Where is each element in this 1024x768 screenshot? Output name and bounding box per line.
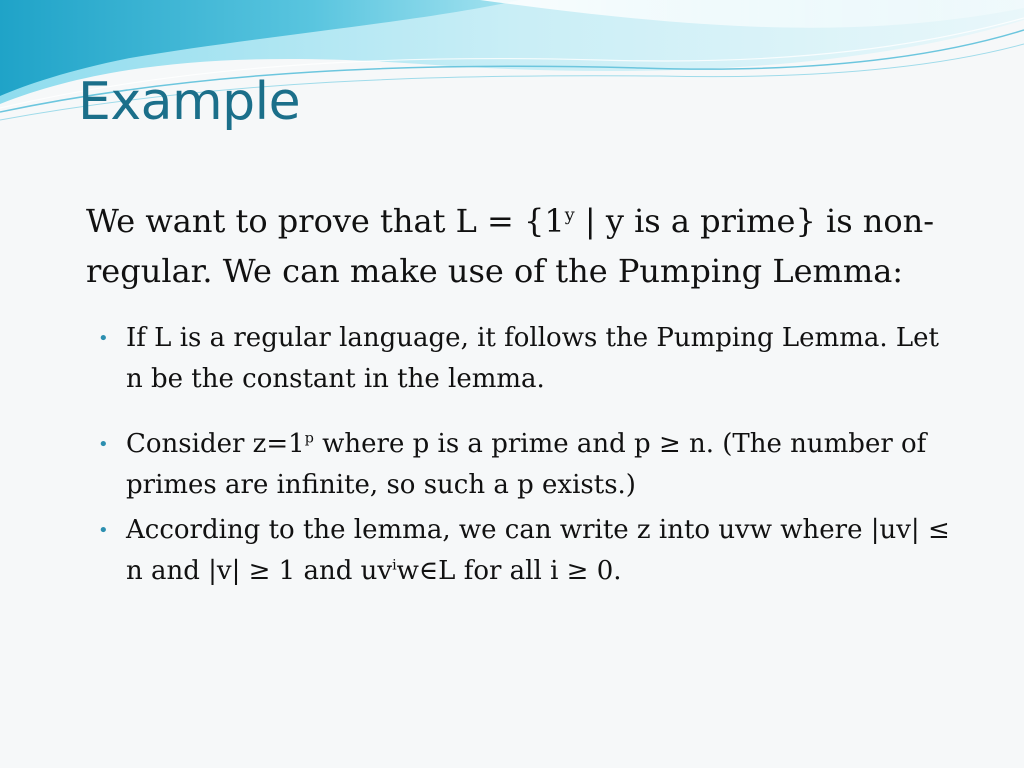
intro-paragraph (86, 196, 966, 296)
bullet-list (98, 318, 958, 592)
slide-title: Example (78, 72, 301, 132)
bullet-2-pre: Consider z=1 (126, 429, 305, 459)
intro-superscript: y (564, 205, 575, 226)
bullet-3-superscript: i (392, 557, 397, 574)
bullet-2-superscript: p (304, 430, 314, 447)
bullet-icon: • (98, 328, 109, 349)
bullet-item-2 (98, 424, 958, 506)
bullet-3-pre: According to the lemma, we can write z into uvw where |uv| ≤ n and |v| ≥ 1 and uv (126, 515, 950, 586)
bullet-text-2 (126, 429, 926, 500)
intro-text-part1: We want to prove that L = {1 (86, 202, 565, 240)
bullet-item-3 (98, 510, 958, 592)
bullet-3-post: w∈L for all i ≥ 0. (396, 556, 622, 586)
intro-text-part2: | y is a prime} is non-regular. We can make use of the Pumping Lemma: (86, 202, 935, 290)
bullet-text-1: If L is a regular language, it follows the Pumping Lemma. Let n be the constant in the lemma. (126, 323, 939, 394)
bullet-icon: • (98, 520, 109, 541)
bullet-2-post: where p is a prime and p ≥ n. (The number of primes are infinite, so such a p exists.) (126, 429, 927, 500)
bullet-item-1 (98, 318, 958, 400)
bullet-text-3 (126, 515, 950, 586)
bullet-icon: • (98, 434, 109, 455)
